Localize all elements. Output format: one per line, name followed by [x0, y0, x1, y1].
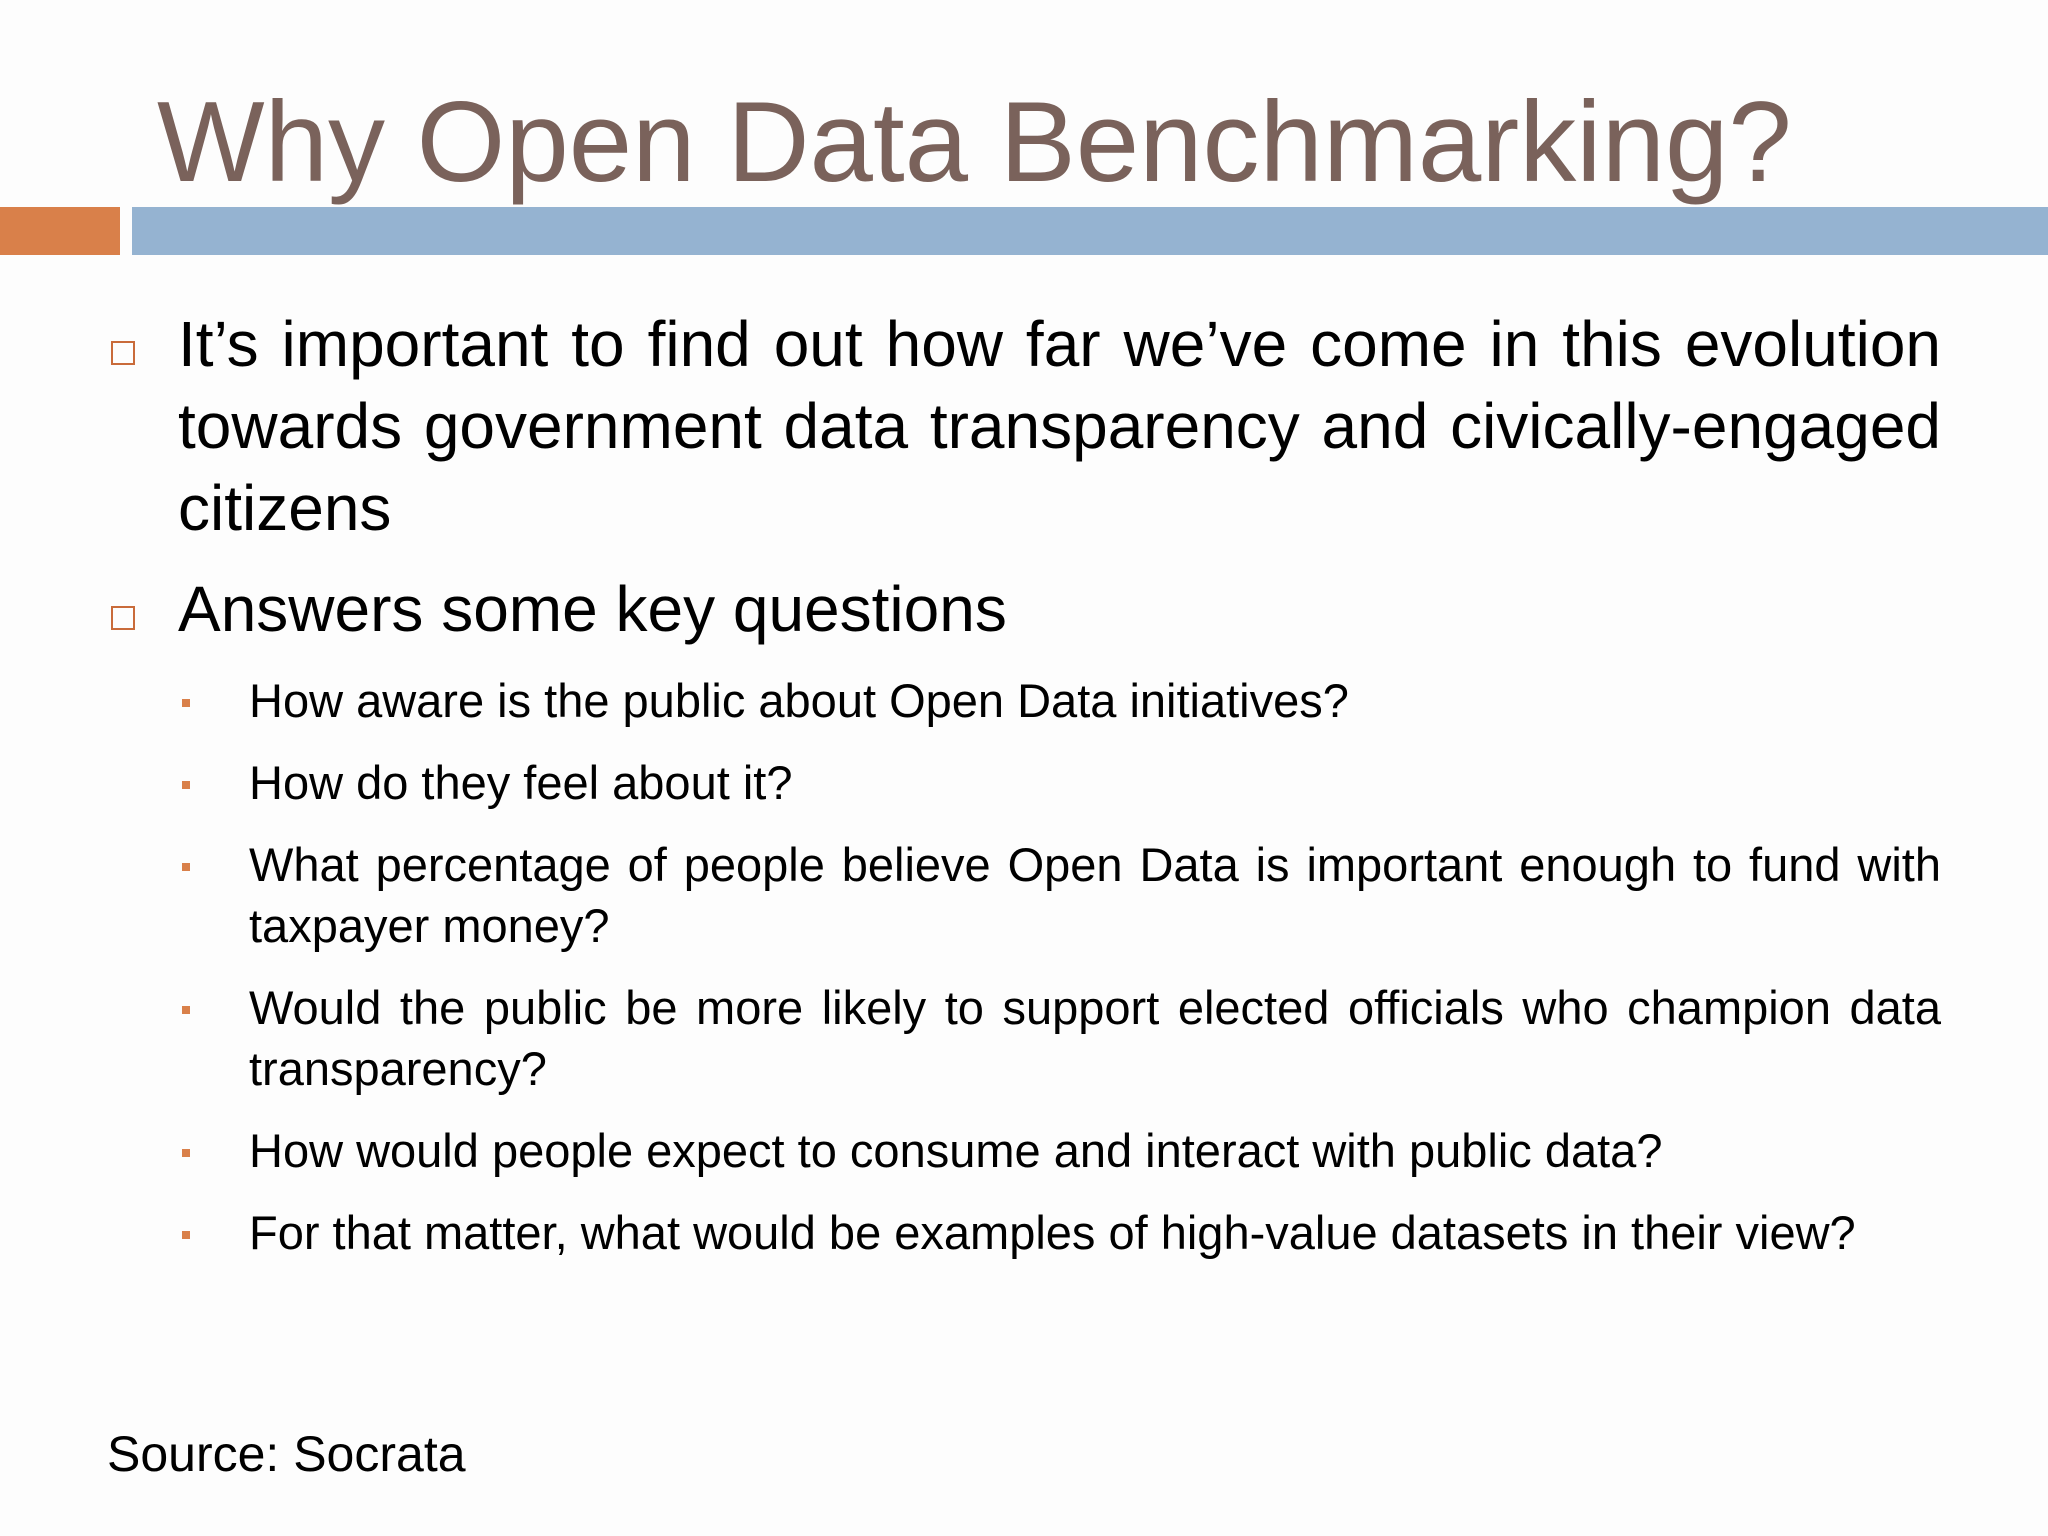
small-square-bullet-icon — [182, 781, 190, 789]
sub-bullet: Would the public be more likely to support elected officials who champion data transparency? — [249, 981, 1941, 1095]
square-bullet-icon — [111, 341, 135, 365]
square-bullet-icon — [111, 606, 135, 630]
bullet-level1: Answers some key questions — [178, 573, 1007, 645]
sub-bullet: How would people expect to consume and interact with public data? — [249, 1124, 1663, 1177]
sub-bullet: For that matter, what would be examples of high-value datasets in their view? — [249, 1206, 1856, 1259]
slide-title: Why Open Data Benchmarking? — [157, 79, 1792, 206]
small-square-bullet-icon — [182, 863, 190, 871]
source-note: Source: Socrata — [107, 1426, 466, 1482]
small-square-bullet-icon — [182, 1149, 190, 1157]
small-square-bullet-icon — [182, 1231, 190, 1239]
small-square-bullet-icon — [182, 1006, 190, 1014]
sub-bullet: How aware is the public about Open Data initiatives? — [249, 674, 1349, 727]
sub-bullet: What percentage of people believe Open Data is important enough to fund with taxpayer money? — [249, 838, 1941, 952]
small-square-bullet-icon — [182, 699, 190, 707]
sub-bullet: How do they feel about it? — [249, 756, 793, 809]
bullet-level1: It’s important to find out how far we’ve come in this evolution towards government data transparency and civically-engaged citizens — [178, 308, 1941, 544]
